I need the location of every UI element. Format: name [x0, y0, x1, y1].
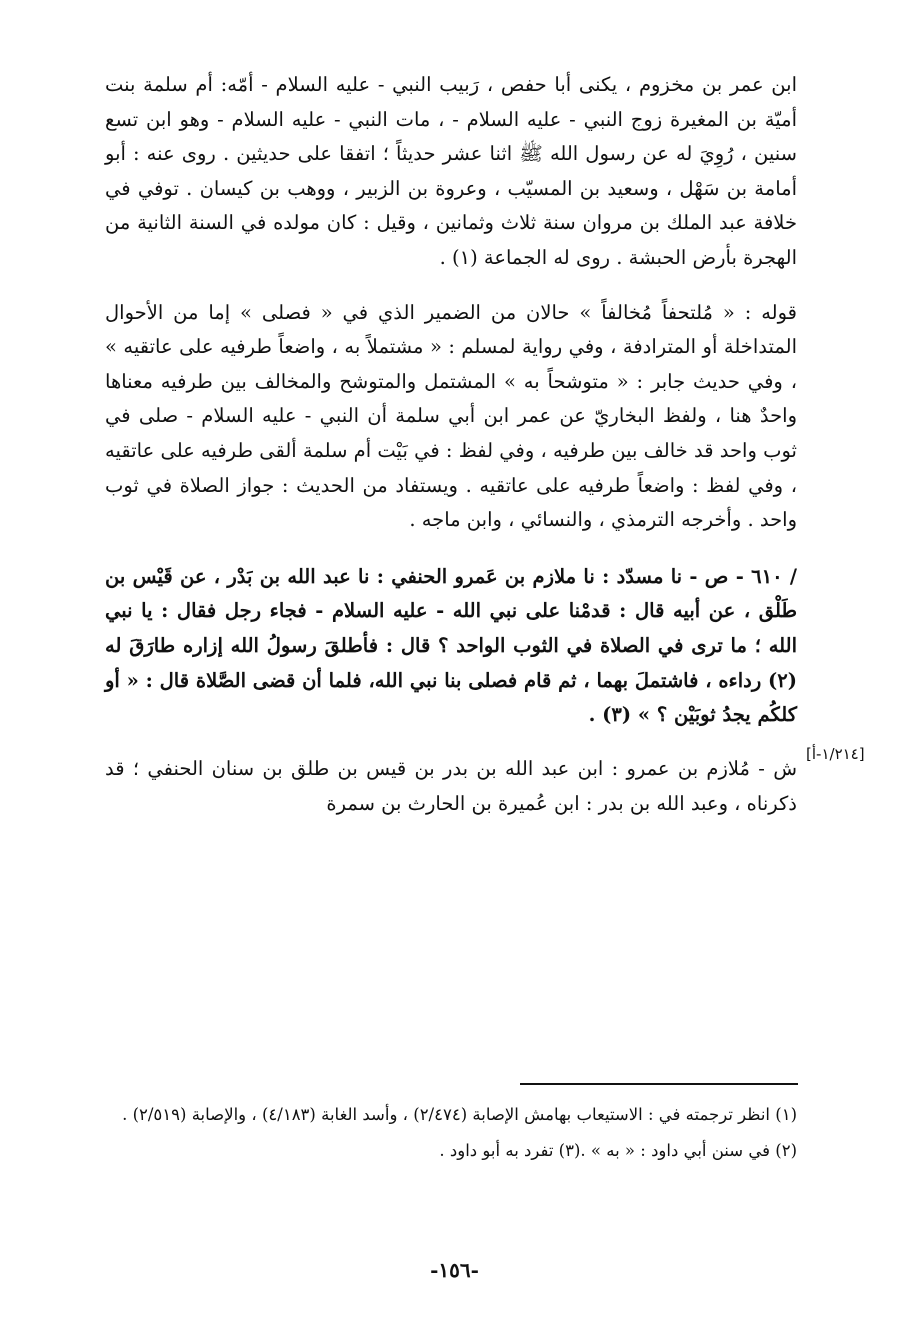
- footnotes: [105, 1101, 797, 1165]
- footnote-3: (٣) تفرد به أبو داود .: [439, 1141, 581, 1160]
- page-body: [105, 68, 797, 821]
- footnote-2: (٢) في سنن أبي داود : « به » .: [580, 1141, 797, 1160]
- biography-paragraph: ابن عمر بن مخزوم ، يكنى أبا حفص ، رَبيب النبي - عليه السلام - أمّه: أم سلمة بنت أميّة بن المغيرة زوج النبي - عليه السلام - ، مات النبي - عليه السلام - وهو ابن تسع سنين ، رُوِيَ له عن رسول الله ﷺ اثنا عشر حديثاً ؛ اتفقا على حديثين . روى عنه : أبو أمامة بن سَهْل ، وسعيد بن المسيّب ، وعروة بن الزبير ، ووهب بن كيسان . توفي في خلافة عبد الملك بن مروان سنة ثلاث وثمانين ، وقيل : كان مولده في السنة الثانية من الهجرة بأرض الحبشة . روى له الجماعة (١) .: [105, 73, 797, 269]
- commentary-paragraph: قوله : « مُلتحفاً مُخالفاً » حالان من الضمير الذي في « فصلى » إما من الأحوال المتداخلة أو المترادفة ، وفي رواية لمسلم : « مشتملاً به ، واضعاً طرفيه على عاتقيه » ، وفي حديث جابر : « متوشحاً به » المشتمل والمتوشح والمخالف بين طرفيه معناها واحدٌ هنا ، ولفظ البخاريّ عن عمر ابن أبي سلمة أن النبي - عليه السلام - صلى في ثوب واحد قد خالف بين طرفيه ، وفي لفظ : في بَيْت أم سلمة ألقى طرفيه على عاتقيه ، وفي لفظ : واضعاً طرفيه على عاتقيه . ويستفاد من الحديث : جواز الصلاة في ثوب واحد . وأخرجه الترمذي ، والنسائي ، وابن ماجه .: [105, 300, 797, 532]
- sharh-paragraph: ش - مُلازم بن عمرو : ابن عبد الله بن بدر بن قيس بن طلق بن سنان الحنفي ؛ قد ذكرناه ، وعبد الله بن بدر : ابن عُميرة بن الحارث بن سمرة: [105, 757, 797, 815]
- footnote-row: [105, 1137, 797, 1165]
- footnote-divider: [520, 1083, 798, 1085]
- footnote-1: (١) انظر ترجمته في : الاستيعاب بهامش الإصابة (٢/٤٧٤) ، وأسد الغابة (٤/١٨٣) ، والإصابة (٢/٥١٩) .: [122, 1105, 797, 1124]
- hadith-text: / ٦١٠ - ص - نا مسدّد : نا ملازم بن عَمرو الحنفي : نا عبد الله بن بَدْر ، عن قَيْس بن طَلْق ، عن أبيه قال : قدمْنا على نبي الله - عليه السلام - فجاء رجل فقال : يا نبي الله ؛ ما ترى في الصلاة في الثوب الواحد ؟ قال : فأطلقَ رسولُ الله إزاره طارَقَ له (٢) رداءه ، فاشتملَ بهما ، ثم قام فصلى بنا نبي الله، فلما أن قضى الصَّلاة قال : « أو كلكُم يجدُ ثوبَيْن ؟ » (٣) .: [105, 564, 797, 727]
- page-number: -١٥٦-: [430, 1258, 479, 1282]
- manuscript-reference-marker: [١/٢١٤-أ]: [806, 745, 865, 763]
